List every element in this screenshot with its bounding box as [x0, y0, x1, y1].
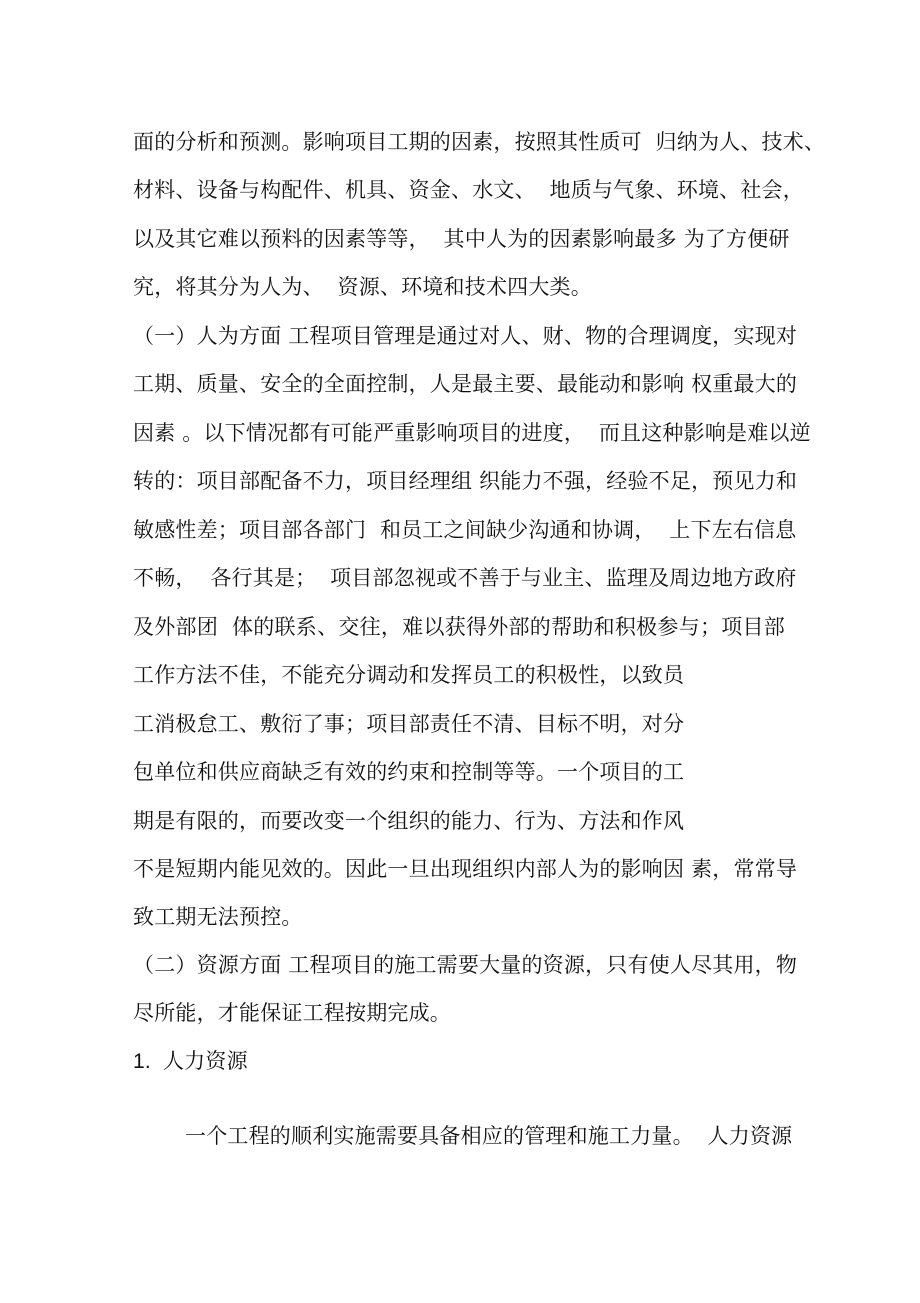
text-line: 致工期无法预控。	[133, 905, 303, 929]
text-line: 不是短期内能见效的。因此一旦出现组织内部人为的影响因 素，常常导	[133, 857, 798, 881]
section-heading: 1. 人力资源	[133, 1050, 248, 1073]
text-line: 转的：项目部配备不力，项目经理组 织能力不强，经验不足，预见力和	[133, 469, 798, 493]
text-line: 不畅， 各行其是； 项目部忽视或不善于与业主、监理及周边地方政府	[133, 566, 797, 590]
text-line: 因素 。以下情况都有可能严重影响项目的进度， 而且这种影响是难以逆	[133, 421, 811, 445]
text-line: 工作方法不佳，不能充分调动和发挥员工的积极性，以致员	[133, 663, 685, 687]
text-line: 尽所能，才能保证工程按期完成。	[133, 1001, 451, 1025]
text-line: 究，将其分为人为、 资源、环境和技术四大类。	[133, 275, 592, 299]
text-line: 期是有限的，而要改变一个组织的能力、行为、方法和作风	[133, 809, 685, 833]
text-line: 工期、质量、安全的全面控制，人是最主要、最能动和影响 权重最大的	[133, 372, 798, 396]
text-line: 一个工程的顺利实施需要具备相应的管理和施工力量。 人力资源	[185, 1124, 793, 1148]
text-line: 及外部团 体的联系、交往，难以获得外部的帮助和积极参与；项目部	[133, 615, 785, 639]
text-line: 面的分析和预测。影响项目工期的因素，按照其性质可 归纳为人、技术、	[133, 130, 826, 154]
text-line: 以及其它难以预料的因素等等， 其中人为的因素影响最多 为了方便研	[133, 227, 790, 251]
text-line: 材料、设备与构配件、机具、资金、水文、 地质与气象、环境、社会，	[133, 178, 804, 202]
text-line: （二）资源方面 工程项目的施工需要大量的资源，只有使人尽其用，物	[133, 953, 798, 977]
text-line: 包单位和供应商缺乏有效的约束和控制等等。一个项目的工	[133, 760, 685, 784]
text-line: 工消极怠工、敷衍了事；项目部责任不清、目标不明，对分	[133, 712, 685, 736]
text-line: 敏感性差；项目部各部门 和员工之间缺少沟通和协调， 上下左右信息	[133, 518, 797, 542]
text-line: （一）人为方面 工程项目管理是通过对人、财、物的合理调度，实现对	[133, 324, 798, 348]
